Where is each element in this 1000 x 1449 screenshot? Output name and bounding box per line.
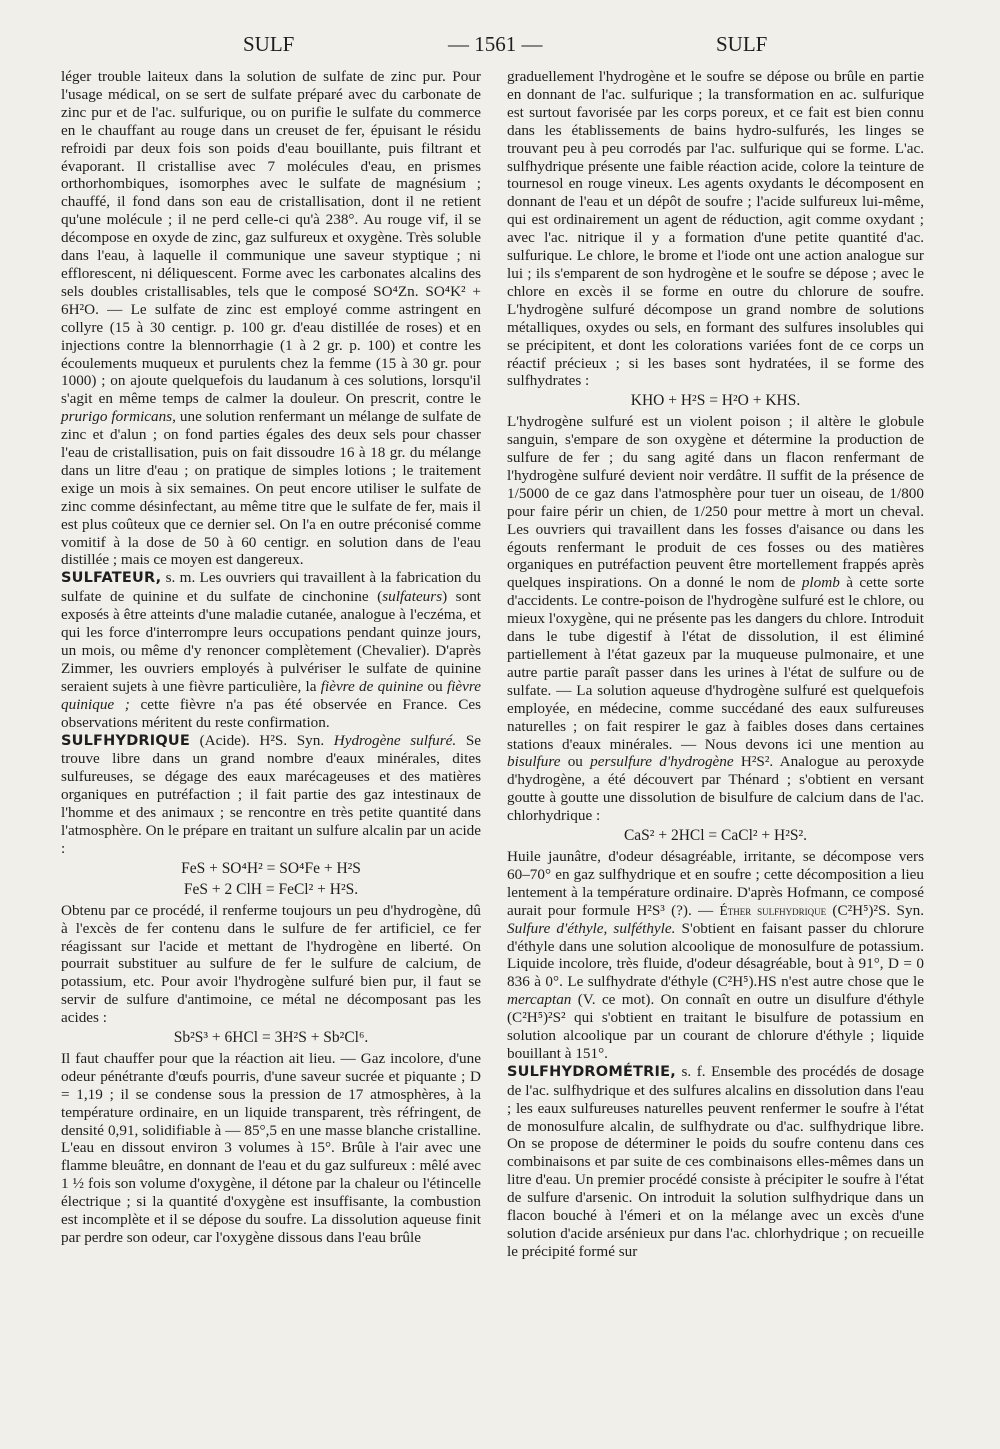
right-column: [507, 68, 924, 1261]
entry-sulfhydrique: SULFHYDRIQUE (Acide). H²S. Syn. Hydrogène sulfuré. Se trouve libre dans un grand nombre d'eaux minérales, dites sulfureuses, se dégage des eaux marécageuses et des matières organiques en putréfaction ; il fait partie des gaz intestinaux de l'homme et des animaux ; se rencontre en très petite quantité dans l'atmosphère. On le prépare en traitant un sulfure alcalin par un acide :: [61, 731, 482, 857]
paragraph: graduellement l'hydrogène et le soufre se dépose ou brûle en partie en donnant de l'ac. sulfurique ; la transformation en ac. sulfurique est surtout favorisée par les corps poreux, et ce fait est bien connu dans les établissements de bains hydro-sulfurés, les linges se trouvant peu à peu corrodés par l'ac. sulfurique qui se forme. L'ac. sulfhydrique présente une faible réaction acide, colore la teinture de tournesol en rouge vineux. Les agents oxydants le décomposent en donnant de l'eau et un dépôt de soufre ; l'acide sulfureux lui-même, qui est ordinairement un agent de réduction, agit comme oxydant ; avec l'ac. nitrique il y a formation d'une petite quantité d'ac. sulfurique. Le chlore, le brome et l'iode ont une action analogue sur lui ; ils s'emparent de son hydrogène et le soufre se dépose ; avec le chlore en excès il se forme en outre du chlorure de soufre. L'hydrogène sulfuré décompose un grand nombre de solutions métalliques, oxydes ou sels, en formant des sulfures insolubles qui se précipitent, et dont les colorations variées font de ce corps un réactif précieux ; si les bases sont hydratées, il se forme des sulfhydrates :: [507, 68, 924, 390]
paragraph: Obtenu par ce procédé, il renferme toujours un peu d'hydrogène, dû à l'excès de fer contenu dans le sulfure de fer artificiel, ce fer réagissant sur l'acide et mettant de l'hydrogène en liberté. On pourrait substituer au sulfure de fer le sulfure de calcium, de potassium, etc. Pour avoir l'hydrogène sulfuré bien pur, il faut se servir de sulfure d'antimoine, ce métal ne décomposant pas les acides :: [61, 901, 481, 1027]
header-right-word: SULF: [716, 32, 768, 56]
paragraph-poison: L'hydrogène sulfuré est un violent poison ; il altère le globule sanguin, s'empare de son oxygène et détermine la production de sulfure de fer ; du sang agité dans un flacon renfermant de l'hydrogène sulfuré devient noir verdâtre. Il suffit de la présence de 1/5000 de ce gaz dans l'atmosphère pour tuer un oiseau, de 1/800 pour faire périr un chien, de 1/250 pour mettre à mort un cheval. Les ouvriers qui travaillent dans les fosses d'aisance ou dans les égouts renfermant le produit de ces fosses ou des matières organiques en putréfaction peuvent être mortellement frappés après quelques inspirations. On a donné le nom de plomb à cette sorte d'accidents. Le contre-poison de l'hydrogène sulfuré est le chlore, ou mieux l'oxygène, qui ne présente pas les dangers du chlore. Introduit dans le tube digestif à l'état de dissolution, il est éliminé partiellement à l'état gazeux par la muqueuse pulmonaire, et une autre partie paraît passer dans les urines à l'état de sulfure ou de sulfate. — La solution aqueuse d'hydrogène sulfuré est quelquefois employée, en médecine, comme succédané des eaux sulfureuses naturelles ; on fait respirer le gaz à faibles doses dans certaines stations d'eaux minérales. — Nous devons ici une mention au bisulfure ou persulfure d'hydrogène H²S². Analogue au peroxyde d'hydrogène, a été découvert par Thénard ; s'obtient en versant goutte à goutte une dissolution de bisulfure de calcium dans de l'ac. chlorhydrique :: [507, 413, 924, 825]
paragraph: Il faut chauffer pour que la réaction ait lieu. — Gaz incolore, d'une odeur pénétrante d'œufs pourris, d'une saveur sucrée et piquante ; D = 1,19 ; il se condense sous la pression de 17 atmosphères, à la température ordinaire, en un liquide transparent, très réfringent, de densité 0,91, solidifiable à — 85°,5 en une masse blanche cristalline. L'eau en dissout environ 3 volumes à 15°. Brûle à l'air avec une flamme bleuâtre, en donnant de l'eau et du gaz sulfureux : mêlé avec 1 ½ fois son volume d'oxygène, il détone par la chaleur ou l'étincelle électrique ; si la quantité d'oxygène est insuffisante, la combustion est incomplète et il se dépose du soufre. La dissolution aqueuse finit par perdre son odeur, car l'oxygène dissous dans l'eau brûle: [61, 1049, 481, 1246]
chemical-formula: Sb²S³ + 6HCl = 3H²S + Sb²Cl⁶.: [173, 1029, 369, 1047]
paragraph-ether: Huile jaunâtre, d'odeur désagréable, irritante, se décompose vers 60–70° en gaz sulfhydrique et en soufre ; cette décomposition a lieu lentement à la température ordinaire. D'après Hofmann, ce composé aurait pour formule H²S³ (?). — Éther sulfhydrique (C²H⁵)²S. Syn. Sulfure d'éthyle, sulféthyle. S'obtient en faisant passer du chlorure d'éthyle dans une solution alcoolique de monosulfure de potassium. Liquide incolore, très fluide, d'odeur désagréable, bout à 91°, D = 0 836 à 0°. Le sulfhydrate d'éthyle (C²H⁵).HS n'est autre chose que le mercaptan (V. ce mot). On connaît en outre un disulfure d'éthyle (C²H⁵)²S² qui s'obtient en traitant le bisulfure de potassium en solution alcoolique par un courant de chlorure d'éthyle ; liquide bouillant à 151°.: [507, 847, 924, 1062]
chemical-formula: FeS + SO⁴H² = SO⁴Fe + H²S: [181, 859, 361, 877]
header-left-word: SULF: [243, 32, 295, 56]
entry-term: SULFHYDRIQUE: [61, 732, 190, 749]
chemical-formula: CaS² + 2HCl = CaCl² + H²S².: [623, 827, 808, 845]
left-column: [61, 68, 481, 1247]
entry-sulfateur: SULFATEUR, s. m. Les ouvriers qui travaillent à la fabrication du sulfate de quinine et du sulfate de cinchonine (sulfateurs) sont exposés à être atteints d'une maladie cutanée, analogue à l'eczéma, et qui les force d'interrompre leurs occupations pendant quinze jours, un mois, ou même d'y renoncer complètement (Chevalier). D'après Zimmer, les ouvriers employés à pulvériser le sulfate de quinine seraient sujets à une fièvre particulière, la fièvre de quinine ou fièvre quinique ; cette fièvre n'a pas été observée en France. Ces observations méritent du reste confirmation.: [61, 569, 482, 731]
entry-sulfhydrometrie: SULFHYDROMÉTRIE, s. f. Ensemble des procédés de dosage de l'ac. sulfhydrique et des sulfures alcalins en dissolution dans l'eau ; les eaux sulfureuses naturelles peuvent renfermer le soufre à l'état de monosulfure alcalin, de sulfhydrate ou d'ac. sulfhydrique libre. On se propose de déterminer le poids du soufre contenu dans ces combinaisons et par suite de ces combinaisons elles-mêmes dans un litre d'eau. Un premier procédé consiste à précipiter le soufre à l'état de sulfure d'arsenic. On introduit la solution sulfhydrique dans un flacon bouché à l'émeri et on la mélange avec un excès d'une solution d'acide arsénieux pur dans l'ac. chlorhydrique ; on recueille le précipité formé sur: [507, 1062, 924, 1260]
running-header: [58, 32, 942, 62]
entry-term: SULFHYDROMÉTRIE,: [507, 1063, 676, 1080]
chemical-formula: KHO + H²S = H²O + KHS.: [630, 392, 801, 410]
page-number: — 1561 —: [448, 32, 543, 56]
chemical-formula: FeS + 2 ClH = FeCl² + H²S.: [183, 880, 359, 898]
paragraph-sulfate-zinc: léger trouble laiteux dans la solution de sulfate de zinc pur. Pour l'usage médical, on se sert de sulfate préparé avec du carbonate de zinc pur et de l'ac. sulfurique, ou on purifie le sulfate du commerce en le chauffant au rouge dans un creuset de fer, épuisant le résidu refroidi par deux fois son poids d'eau bouillante, puis filtrant et évaporant. Il cristallise avec 7 molécules d'eau, en prismes orthorhombiques, isomorphes avec le sulfate de magnésium ; chauffé, il fond dans son eau de cristallisation, dont il ne retient qu'une molécule ; il ne perd celle-ci qu'à 238°. Au rouge vif, il se décompose en oxyde de zinc, gaz sulfureux et oxygène. Très soluble dans l'eau, à laquelle il communique une saveur styptique ; ni efflorescent, ni déliquescent. Forme avec les carbonates alcalins des sels doubles cristallisables, tels que le composé SO⁴Zn. SO⁴K² + 6H²O. — Le sulfate de zinc est employé comme astringent en collyre (15 à 30 centigr. p. 100 gr. d'eau distillée de roses) et en injections contre la blennorrhagie (1 à 2 gr. p. 100) et contre les écoulements muqueux et purulents chez la femme (15 à 30 gr. pour 1000) ; on ajoute quelquefois du laudanum à ces solutions, lorsqu'il s'agit en même temps de calmer la douleur. On prescrit, contre le prurigo formicans, une solution renfermant un mélange de sulfate de zinc et d'alun ; on fond parties égales des deux sels pour chasser l'eau de cristallisation, puis on fait dissoudre 16 à 18 gr. du mélange dans un litre d'eau ; on pratique de simples lotions ; le traitement exige un mois à six semaines. On peut encore utiliser le sulfate de zinc comme désinfectant, au même titre que le sulfate de fer, mais il est plus coûteux que ce dernier sel. On l'a en outre préconisé comme vomitif à la dose de 50 à 60 centigr. en solution dans de l'eau distillée ; mais ce moyen est dangereux.: [61, 68, 481, 569]
entry-term: SULFATEUR,: [61, 570, 162, 587]
